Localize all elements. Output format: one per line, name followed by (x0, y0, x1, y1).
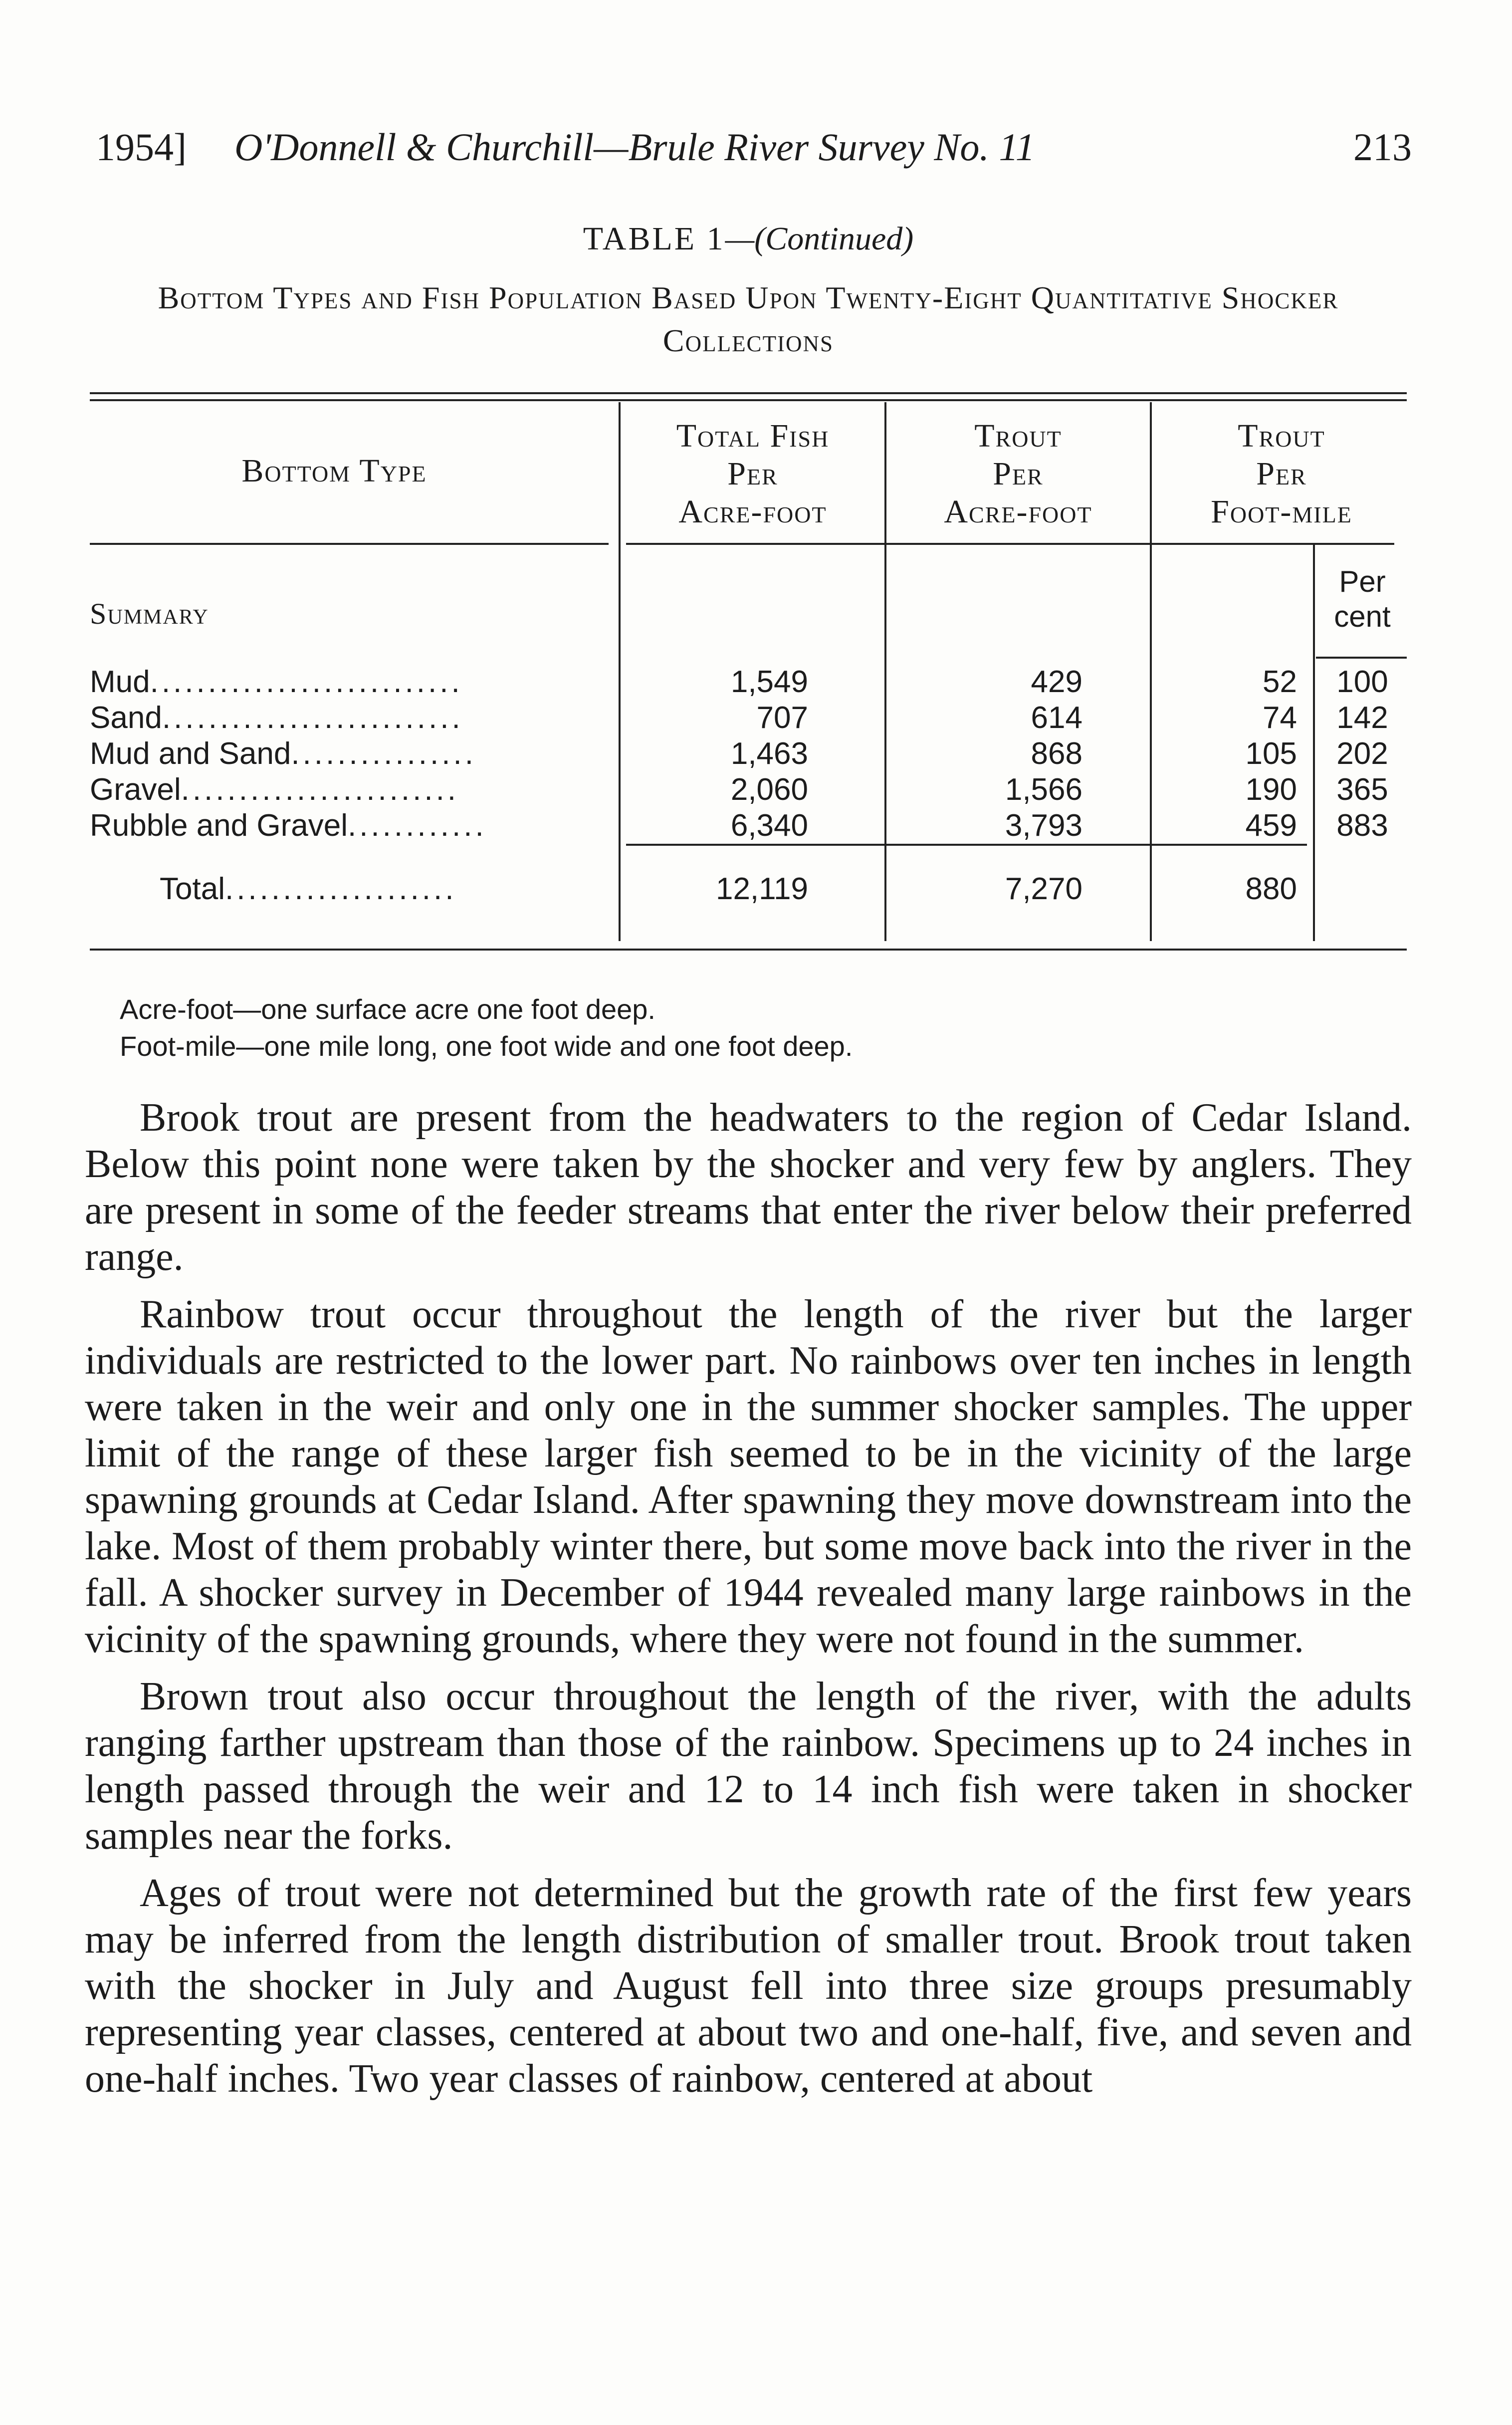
cell-percent: 100 (1336, 665, 1388, 699)
paragraph-rainbow-trout: Rainbow trout occur throughout the length of the river but the larger individuals are restricted to the lower part. No rainbows over ten inches in length were taken in the weir and only one in the summer shocker samples. The upper limit of the range of these larger fish seemed to be in the vicinity of the large spawning grounds at Cedar Island. After spawning they move downstream into the lake. Most of them probably winter there, but some move back into the river in the fall. A shocker survey in December of 1944 revealed many large rainbows in the vicinity of the spawning grounds, where they were not found in the summer. (85, 1292, 1412, 1661)
paragraph-brown-trout: Brown trout also occur throughout the length of the river, with the adults ranging farther upstream than those of the rainbow. Specimens up to 24 inches in length passed through the weir and 12 to 14 inch fish were taken in shocker samples near the forks. (85, 1675, 1412, 1858)
col-trout-mile (1197, 664, 1297, 844)
cell-trout-acre: 868 (1031, 736, 1082, 771)
cell-total-fish: 707 (756, 701, 808, 735)
cell-trout-mile: 190 (1245, 772, 1297, 807)
header-trout-mile-line2: Per (1256, 456, 1307, 492)
paragraph-brook-trout: Brook trout are present from the headwaters to the region of Cedar Island. Below this point none were taken by the shocker and very few by anglers. They are present in some of the feeder streams that enter the river below their preferred range. (85, 1096, 1412, 1279)
table-continued: —(Continued) (725, 221, 914, 257)
paragraph-trout-ages: Ages of trout were not determined but the growth rate of the first few years may be inferred from the length distribution of smaller trout. Brook trout taken with the shocker in July and August fell into three size groups presumably representing year classes, centered at about two and one-half, five, and seven and one-half inches. Two year classes of rainbow, centered at about (85, 1871, 1412, 2101)
cell-total-fish: 6,340 (730, 808, 808, 843)
header-trout-mile (1152, 417, 1411, 531)
table-row-mud-and-sand (90, 736, 487, 772)
cell-trout-mile: 459 (1245, 808, 1297, 843)
row-type: Rubble and Gravel (90, 808, 348, 843)
row-type: Mud (90, 665, 150, 699)
table-row-mud (90, 664, 487, 700)
footnote-foot-mile: Foot-mile—one mile long, one foot wide and one foot deep. (120, 1030, 853, 1062)
header-trout-acre (886, 417, 1150, 531)
page-number: 213 (1353, 125, 1412, 169)
table-bottom-rule (90, 949, 1407, 951)
table-row-total (160, 871, 456, 907)
header-trout-mile-line1: Trout (1238, 418, 1325, 454)
footnote-acre-foot: Acre-foot—one surface acre one foot deep. (120, 993, 655, 1025)
cell-total-fish: 2,060 (730, 772, 808, 807)
cell-total-fish: 1,463 (730, 736, 808, 771)
table-row-gravel (90, 772, 487, 808)
total-rule (626, 844, 1307, 846)
total-total-fish: 12,119 (715, 872, 808, 906)
row-type: Sand (90, 701, 162, 735)
total-trout-mile: 880 (1245, 872, 1297, 906)
running-head-year: 1954] (96, 125, 187, 169)
header-trout-acre-line1: Trout (974, 418, 1062, 454)
total-trout-acre: 7,270 (1005, 872, 1082, 906)
row-type: Mud and Sand (90, 736, 291, 771)
data-table (85, 392, 1412, 966)
header-trout-acre-line3: Acre-foot (944, 493, 1092, 530)
total-leader: .................... (224, 872, 457, 906)
percent-rule (1316, 657, 1407, 659)
running-head-title: O'Donnell & Churchill—Brule River Survey No. 11 (234, 125, 1035, 169)
table-top-rule (90, 392, 1407, 394)
cell-percent: 202 (1336, 736, 1388, 771)
section-summary: Summary (90, 597, 209, 630)
cell-trout-acre: 1,566 (1005, 772, 1082, 807)
cell-trout-acre: 429 (1031, 665, 1082, 699)
row-leader: ................ (291, 736, 476, 771)
row-leader: ............ (347, 808, 487, 843)
table-label: TABLE 1 (583, 221, 725, 257)
cell-trout-mile: 74 (1263, 701, 1297, 735)
page (85, 120, 1412, 2113)
row-leader: ........................... (150, 665, 463, 699)
header-percent-line1: Per (1339, 565, 1386, 598)
row-leader: .......................... (162, 701, 463, 735)
header-bottom-type: Bottom Type (241, 453, 427, 489)
table-top-rule-2 (90, 399, 1407, 401)
table-footnotes (85, 991, 1412, 1065)
total-label: Total (160, 872, 225, 906)
row-type: Gravel (90, 772, 181, 807)
header-total-fish-line3: Acre-foot (678, 493, 827, 530)
header-percent (1315, 564, 1410, 634)
header-rule-stub (90, 543, 609, 545)
row-leader: ........................ (181, 772, 459, 807)
cell-trout-acre: 614 (1031, 701, 1082, 735)
col-rule-1 (619, 402, 621, 941)
header-trout-mile-line3: Foot-mile (1211, 493, 1352, 530)
header-percent-line2: cent (1334, 600, 1391, 633)
header-rule-cols (626, 543, 1394, 545)
table-row-rubble-and-gravel (90, 808, 487, 844)
body-text (85, 1095, 1412, 2102)
cell-trout-mile: 105 (1245, 736, 1297, 771)
header-trout-acre-line2: Per (993, 456, 1044, 492)
cell-total-fish: 1,549 (730, 665, 808, 699)
table-row-sand (90, 700, 487, 736)
row-labels (90, 664, 487, 844)
cell-percent: 142 (1336, 701, 1388, 735)
header-total-fish-line2: Per (727, 456, 778, 492)
col-percent (1315, 664, 1410, 844)
table-caption (85, 220, 1412, 258)
running-head (85, 120, 1412, 175)
cell-percent: 365 (1336, 772, 1388, 807)
header-total-fish (621, 417, 884, 531)
cell-trout-mile: 52 (1263, 665, 1297, 699)
col-trout-acre (958, 664, 1082, 844)
cell-percent: 883 (1336, 808, 1388, 843)
cell-trout-acre: 3,793 (1005, 808, 1082, 843)
table-subtitle: Bottom Types and Fish Population Based Upon Twenty-Eight Quantitative Shocker Collections (158, 280, 1339, 358)
header-total-fish-line1: Total Fish (676, 418, 830, 454)
col-total-fish (673, 664, 808, 844)
